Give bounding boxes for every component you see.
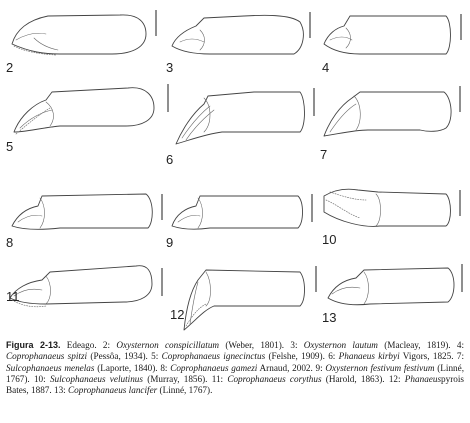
caption-segment: Oxysternon lautum — [303, 340, 378, 350]
caption-segment: (Murray, 1856). 11: — [142, 373, 228, 384]
panel-label: 9 — [166, 235, 174, 250]
drawing-9 — [172, 194, 312, 229]
panel-label: 5 — [6, 139, 14, 154]
caption-segment: Oxysternon festivum festivum — [325, 362, 435, 373]
caption-segment: (Felshe, 1909). 6: — [265, 351, 339, 362]
caption-segment: Coprophanaeus lancifer — [68, 385, 158, 396]
figure-caption — [6, 340, 464, 396]
caption-segment: (Laporte, 1840). 8: — [94, 362, 171, 373]
drawing-11 — [10, 266, 162, 307]
caption-segment: Phanaeus — [404, 373, 442, 384]
caption-segment: Edeago. 2: — [60, 340, 117, 350]
caption-segment: Coprophanaeus corythus — [227, 373, 322, 384]
panel-label: 13 — [322, 310, 337, 325]
caption-segment: Sulcophanaeus menelas — [6, 362, 95, 373]
caption-segment: Sulcophanaeus velutinus — [49, 373, 143, 384]
panel-label: 11 — [6, 289, 20, 304]
drawing-12 — [184, 266, 316, 330]
caption-segment: (Macleay, 1819). 4: — [377, 340, 465, 350]
caption-lead: Figura 2-13. — [6, 340, 61, 350]
panel-label: 3 — [166, 60, 174, 75]
caption-segment: Oxysternon conspicillatum — [116, 340, 220, 350]
panel-label: 2 — [6, 60, 14, 75]
caption-segment: Arnaud, 2002. 9: — [257, 362, 326, 373]
caption-segment: (Pessôa, 1934). 5: — [87, 351, 162, 362]
drawing-5 — [14, 84, 168, 134]
drawing-8 — [12, 194, 162, 229]
caption-segment: Coprophanaeus spitzi — [6, 351, 88, 362]
caption-segment: pyrois — [441, 373, 464, 384]
caption-segment: (Weber, 1801). 3: — [219, 340, 304, 350]
caption-segment: (Linné, 1767). 10: — [6, 362, 465, 384]
caption-segment: Coprophanaeus gamezi — [170, 362, 258, 373]
caption-body — [6, 340, 464, 395]
caption-segment: (Linné, 1767). — [157, 385, 213, 396]
drawing-6 — [176, 88, 314, 144]
drawing-10 — [324, 189, 460, 226]
panel-label: 10 — [322, 232, 337, 247]
caption-segment: Coprophanaeus ignecinctus — [161, 351, 266, 362]
drawing-4 — [324, 14, 461, 54]
panel-label: 6 — [166, 152, 174, 167]
caption-segment: Phanaeus kirbyi — [338, 351, 400, 362]
caption-segment: Bates, 1887. 13: — [6, 385, 69, 396]
panel-label: 7 — [320, 147, 328, 162]
caption-segment: (Harold, 1863). 12: — [321, 373, 405, 384]
drawing-3 — [172, 12, 310, 54]
drawing-7 — [324, 86, 460, 136]
panel-label: 12 — [170, 307, 185, 322]
caption-segment: Vigors, 1825. 7: — [399, 351, 465, 362]
drawing-2 — [12, 10, 156, 55]
panel-label: 4 — [322, 60, 330, 75]
drawing-13 — [328, 264, 462, 305]
panel-label: 8 — [6, 235, 14, 250]
